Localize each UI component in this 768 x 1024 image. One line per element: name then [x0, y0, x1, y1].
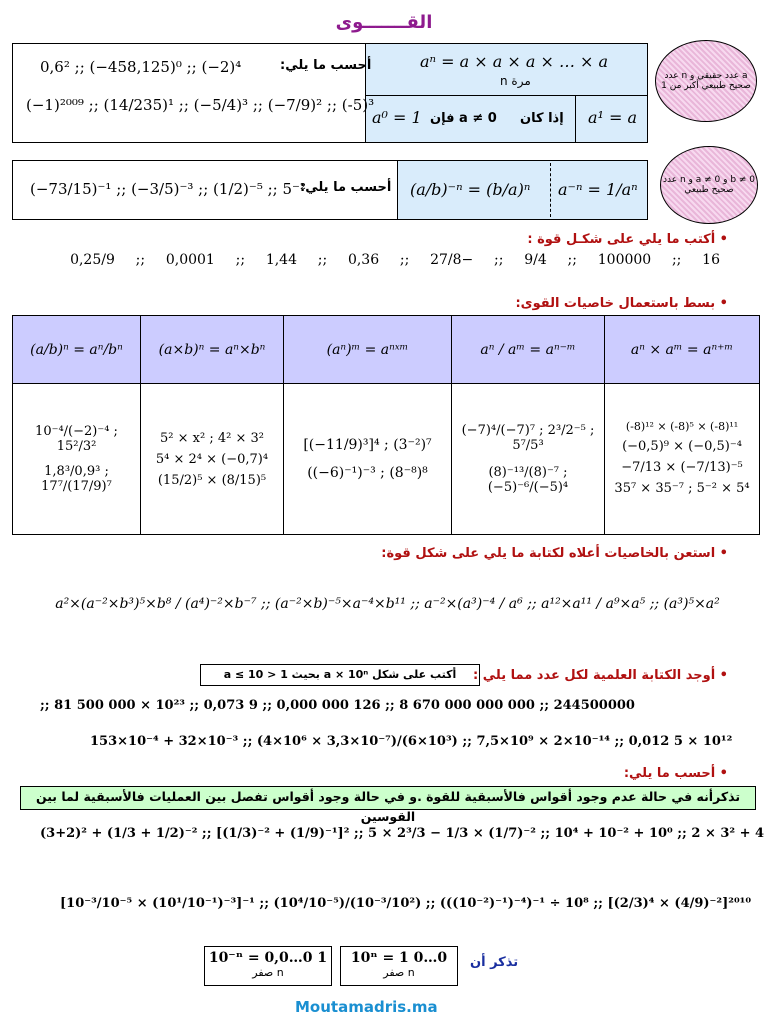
header-product: (a×b)ⁿ = aⁿ×bⁿ — [141, 316, 284, 384]
box1-line2: (−1)²⁰⁰⁹ ;; (14/235)¹ ;; (−5/4)³ ;; (−7/9)² ;; (-5)³ — [26, 96, 375, 114]
sep: ;; — [317, 252, 328, 268]
oval-text: a عدد حقيقي و n عدد صحيح طبيعي أكبر من 1 — [661, 71, 751, 91]
sep: ;; — [399, 252, 410, 268]
remember-box-negative — [204, 946, 332, 986]
box2-items: (−73/15)⁻¹ ;; (−3/5)⁻³ ;; (1/2)⁻⁵ ;; 5⁻² — [30, 180, 306, 198]
col5-a: 10⁻⁴/(−2)⁻⁴ ; 15²/3² — [35, 424, 118, 454]
sec5-label: أحسب ما يلي: — [623, 766, 716, 781]
bullet-2: • — [715, 296, 728, 311]
col2-a: (−7)⁴/(−7)⁷ ; 2³/2⁻⁵ ; 5⁷/5³ — [461, 423, 595, 453]
sec4-format-box: أكتب على شكل a × 10ⁿ بحيث 1 < a ≤ 10 — [200, 664, 480, 686]
col5-b: 1,8³/0,9³ ; 17⁷/(17/9)⁷ — [41, 464, 112, 494]
header-power-of-power: (aⁿ)ᵐ = aⁿˣᵐ — [284, 316, 452, 384]
sec5-line1: (3+2)² + (1/3 + 1/2)⁻² ;; [(1/3)⁻² + (1/9)⁻¹]² ;; 5 × 2³/3 − 1/3 × (1/7)⁻² ;; 10⁴ + 10⁻² + 10⁰ ;; 2 × 3² + 4 — [40, 826, 765, 841]
rule-inverse: a⁻ⁿ = 1/aⁿ — [558, 180, 638, 199]
item-16: 16 — [702, 252, 720, 268]
col4-cell — [141, 384, 284, 535]
remember-negative: 10⁻ⁿ = 0,0…0 1 — [208, 950, 328, 966]
site-logo: Moutamadris.ma — [295, 998, 438, 1016]
bullet-1: • — [715, 232, 728, 247]
remember-box-positive — [340, 946, 458, 986]
col1-cell — [605, 384, 760, 535]
condition-oval — [660, 146, 758, 224]
properties-exercise-row — [13, 384, 760, 535]
sec2-label: بسط باستعمال خاصيات القوى: — [515, 296, 716, 311]
bullet-3: • — [715, 546, 728, 561]
header-multiplication: aⁿ × aᵐ = aⁿ⁺ᵐ — [605, 316, 760, 384]
sec1-heading — [527, 232, 728, 247]
col3-b: ((−6)⁻¹)⁻³ ; (8⁻⁸)⁸ — [307, 465, 428, 481]
remember-positive-sub: n صفر — [383, 966, 415, 979]
item-00001: 0,0001 — [165, 252, 215, 268]
def-if: إذا كان — [520, 111, 564, 126]
sep: ;; — [135, 252, 146, 268]
def-times: n مرة — [500, 74, 531, 88]
sec4-line2: 153×10⁻⁴ + 32×10⁻³ ;; (4×10⁶ × 3,3×10⁻⁷)/(6×10³) ;; 7,5×10⁹ × 2×10⁻¹⁴ ;; 0,012 5 × 10¹² — [90, 734, 733, 749]
col1-a: (-8)¹² × (-8)⁵ × (-8)¹¹ — [625, 420, 739, 433]
col4-b: 5⁴ × 2⁴ × (−0,7)⁴ — [155, 451, 269, 467]
col3-cell — [284, 384, 452, 535]
oval-text-2: b ≠ 0 و a ≠ 0 و n عدد صحيح طبيعي — [662, 175, 756, 195]
sec4-heading — [473, 668, 728, 683]
def-zero: a⁰ = 1 — [372, 108, 422, 127]
def-power: aⁿ = a × a × a × … × a — [420, 52, 609, 71]
sec3-label: استعن بالخاصيات أعلاه لكتابة ما يلي على شكل قوة: — [381, 546, 716, 561]
sec1-label: أكتب ما يلي على شكـل قوة : — [527, 232, 716, 247]
bullet-5: • — [715, 766, 728, 781]
col2-cell — [452, 384, 605, 535]
col1-d: 35⁷ × 35⁻⁷ ; 5⁻² × 5⁴ — [614, 481, 750, 496]
col2-b: (8)⁻¹³/(8)⁻⁷ ; (−5)⁻⁶/(−5)⁴ — [487, 465, 569, 495]
properties-table — [12, 315, 760, 535]
sec1-items — [70, 252, 720, 268]
col4-a: 5² × x² ; 4² × 3² — [160, 430, 264, 446]
remember-positive: 10ⁿ = 1 0…0 — [350, 950, 448, 966]
page-title: القـــــــوى — [335, 12, 433, 33]
sec5-heading — [624, 766, 728, 781]
col3-a: [(−11/9)³]⁴ ; (3⁻²)⁷ — [303, 437, 432, 453]
sec3-items: a²×(a⁻²×b³)⁵×b⁸ / (a⁴)⁻²×b⁻⁷ ;; (a⁻²×b)⁻⁵×a⁻⁴×b¹¹ ;; a⁻²×(a³)⁻⁴ / a⁶ ;; a¹²×a¹¹ / a⁹×a⁵ ;; (a³)⁵×a² — [55, 596, 720, 612]
item-9-4: 9/4 — [524, 252, 547, 268]
item-100000: 100000 — [597, 252, 652, 268]
col1-b: (−0,5)⁹ × (−0,5)⁻⁴ — [622, 439, 742, 454]
def-one: a¹ = a — [588, 108, 638, 127]
sep: ;; — [671, 252, 682, 268]
sep: ;; — [567, 252, 577, 268]
properties-header-row — [13, 316, 760, 384]
box2-compute-label: أحسب ما يلي: — [300, 180, 392, 195]
sec4-label: أوجد الكتابة العلمية لكل عدد مما يلي : — [473, 668, 716, 683]
rule-negative: (a/b)⁻ⁿ = (b/a)ⁿ — [410, 180, 531, 199]
sep: ;; — [235, 252, 246, 268]
item-025-9: 0,25/9 — [70, 252, 115, 268]
col1-c: −7/13 × (−7/13)⁻⁵ — [621, 460, 743, 475]
sec3-heading — [381, 546, 728, 561]
definition-oval — [655, 40, 757, 122]
header-division: aⁿ / aᵐ = aⁿ⁻ᵐ — [452, 316, 605, 384]
item-27-8: −27/8 — [430, 252, 474, 268]
sec2-heading — [515, 296, 728, 311]
sec4-line1: ;; 81 500 000 × 10²³ ;; 0,073 9 ;; 0,000 000 126 ;; 8 670 000 000 000 ;; 244500000 — [40, 698, 635, 713]
item-036: 0,36 — [347, 252, 380, 268]
col5-cell — [13, 384, 141, 535]
box1-line1: 0,6² ;; (−458,125)⁰ ;; (−2)⁴ — [40, 58, 242, 76]
priority-reminder: تذكرأنه في حالة عدم وجود أقواس فالأسبقية للقوة .و في حالة وجود أقواس تفصل بين العمليات فالأسبقية لما بين القوسين — [20, 786, 756, 810]
col4-c: (15/2)⁵ × (8/15)⁵ — [157, 472, 267, 488]
header-quotient: (a/b)ⁿ = aⁿ/bⁿ — [13, 316, 141, 384]
item-144: 1,44 — [265, 252, 297, 268]
sec5-line2: [10⁻³/10⁻⁵ × (10¹/10⁻¹)⁻³]⁻¹ ;; (10⁴/10⁻⁵)/(10⁻³/10²) ;; (((10⁻²)⁻¹)⁻⁴)⁻¹ ÷ 10⁸ ;; [(2/3)⁴ × (4/9)⁻²]²⁰¹⁰ — [60, 896, 752, 911]
remember-label: تذكر أن — [470, 955, 519, 970]
def-zero-cond: فإن a ≠ 0 — [430, 111, 497, 126]
sep: ;; — [494, 252, 504, 268]
def-divider — [365, 95, 648, 96]
bullet-4: • — [715, 668, 728, 683]
remember-negative-sub: n صفر — [252, 966, 284, 979]
def-sep — [575, 95, 576, 143]
box1-compute-label: أحسب ما يلي: — [280, 58, 372, 73]
rule-divider — [550, 163, 551, 217]
